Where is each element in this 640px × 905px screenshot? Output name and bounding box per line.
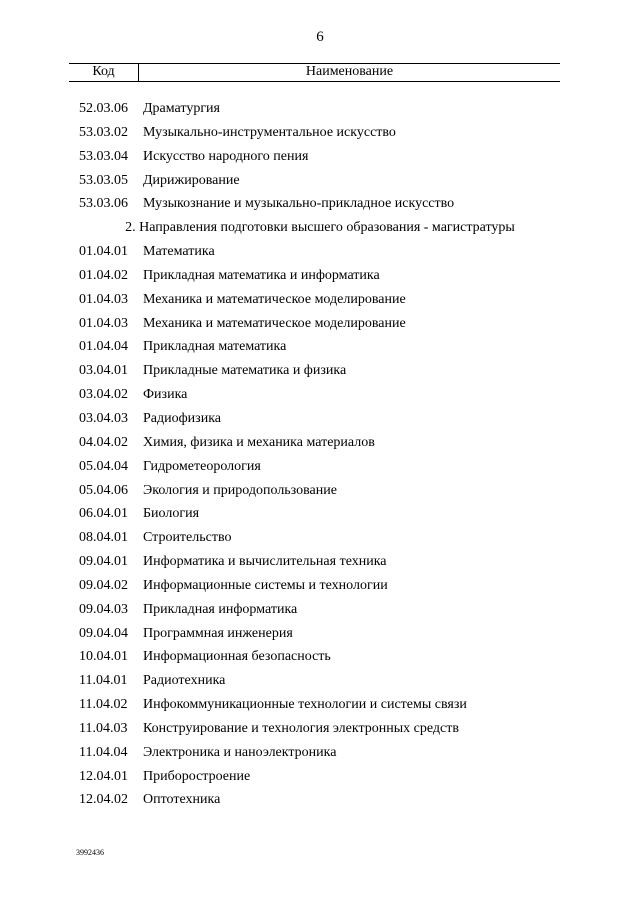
row-code: 01.04.03 [79, 315, 128, 331]
row-name: Информационная безопасность [143, 649, 331, 665]
row-code: 12.04.02 [79, 792, 128, 808]
row-code: 11.04.03 [79, 720, 128, 736]
table-row [0, 479, 640, 503]
table-row [0, 788, 640, 812]
row-name: Механика и математическое моделирование [143, 291, 406, 307]
row-code: 09.04.02 [79, 577, 128, 593]
table-row [0, 669, 640, 693]
table-row [0, 335, 640, 359]
row-name: Драматургия [143, 101, 220, 116]
table-row [0, 693, 640, 717]
table-row [0, 240, 640, 264]
row-code: 53.03.02 [79, 124, 128, 140]
table-body [0, 97, 640, 812]
row-code: 52.03.06 [79, 101, 128, 116]
table-row [0, 169, 640, 193]
row-code: 03.04.03 [79, 410, 128, 426]
table-row [0, 598, 640, 622]
row-name: Музыкознание и музыкально-прикладное искусство [143, 196, 455, 212]
table-row [0, 264, 640, 288]
row-name: Радиотехника [143, 673, 226, 689]
table-row [0, 717, 640, 741]
row-name: Оптотехника [143, 792, 221, 808]
table-header-rule-bottom [69, 81, 560, 82]
table-header-name: Наименование [305, 64, 394, 79]
table-row [0, 765, 640, 789]
row-code: 11.04.02 [79, 697, 128, 713]
row-code: 09.04.04 [79, 625, 128, 641]
row-name: Электроника и наноэлектроника [143, 744, 337, 760]
row-name: Информационные системы и технологии [143, 577, 388, 593]
row-name: Радиофизика [143, 410, 222, 426]
table-row [0, 502, 640, 526]
row-code: 53.03.05 [79, 172, 128, 188]
table-row [0, 312, 640, 336]
row-name: Химия, физика и механика материалов [143, 434, 375, 450]
table-row [0, 359, 640, 383]
table-row [0, 383, 640, 407]
table-row [0, 431, 640, 455]
table-header-code: Код [92, 64, 115, 79]
row-code: 53.03.04 [79, 148, 128, 164]
row-code: 06.04.01 [79, 506, 128, 522]
row-name: Прикладная информатика [143, 601, 298, 617]
row-code: 11.04.04 [79, 744, 128, 760]
table-row [0, 574, 640, 598]
table-row [0, 526, 640, 550]
table-row [0, 645, 640, 669]
table-row [0, 121, 640, 145]
row-code: 01.04.03 [79, 291, 128, 307]
row-name: Приборостроение [143, 768, 251, 784]
table-row [0, 192, 640, 216]
row-code: 01.04.01 [79, 244, 128, 260]
section-title: 2. Направления подготовки высшего образования - магистратуры [125, 220, 515, 236]
row-code: 01.04.04 [79, 339, 128, 355]
row-name: Прикладная математика и информатика [143, 267, 380, 283]
row-name: Гидрометеорология [143, 458, 261, 474]
row-name: Математика [143, 244, 215, 260]
table-row [0, 550, 640, 574]
row-name: Программная инженерия [143, 625, 293, 641]
row-code: 05.04.06 [79, 482, 128, 498]
document-id: 3992436 [76, 848, 104, 857]
row-code: 09.04.03 [79, 601, 128, 617]
row-name: Искусство народного пения [143, 148, 309, 164]
row-name: Биология [143, 506, 200, 522]
row-code: 12.04.01 [79, 768, 128, 784]
table-row [0, 741, 640, 765]
table-row [0, 455, 640, 479]
row-name: Информатика и вычислительная техника [143, 554, 387, 570]
page-number: 6 [316, 29, 324, 45]
section-heading-row [0, 216, 640, 240]
table-row [0, 97, 640, 121]
row-name: Экология и природопользование [143, 482, 337, 498]
row-name: Инфокоммуникационные технологии и системы связи [143, 697, 467, 713]
row-code: 05.04.04 [79, 458, 128, 474]
row-code: 11.04.01 [79, 673, 128, 689]
row-code: 01.04.02 [79, 267, 128, 283]
table-row [0, 145, 640, 169]
row-name: Конструирование и технология электронных средств [143, 720, 459, 736]
table-row [0, 622, 640, 646]
row-name: Физика [143, 387, 188, 403]
row-code: 08.04.01 [79, 530, 128, 546]
row-name: Прикладная математика [143, 339, 287, 355]
row-code: 03.04.02 [79, 387, 128, 403]
table-row [0, 407, 640, 431]
row-code: 09.04.01 [79, 554, 128, 570]
row-name: Механика и математическое моделирование [143, 315, 406, 331]
row-name: Музыкально-инструментальное искусство [143, 124, 396, 140]
row-name: Строительство [143, 530, 232, 546]
row-code: 04.04.02 [79, 434, 128, 450]
row-name: Дирижирование [143, 172, 240, 188]
row-code: 53.03.06 [79, 196, 128, 212]
table-row [0, 288, 640, 312]
row-name: Прикладные математика и физика [143, 363, 347, 379]
row-code: 10.04.01 [79, 649, 128, 665]
row-code: 03.04.01 [79, 363, 128, 379]
